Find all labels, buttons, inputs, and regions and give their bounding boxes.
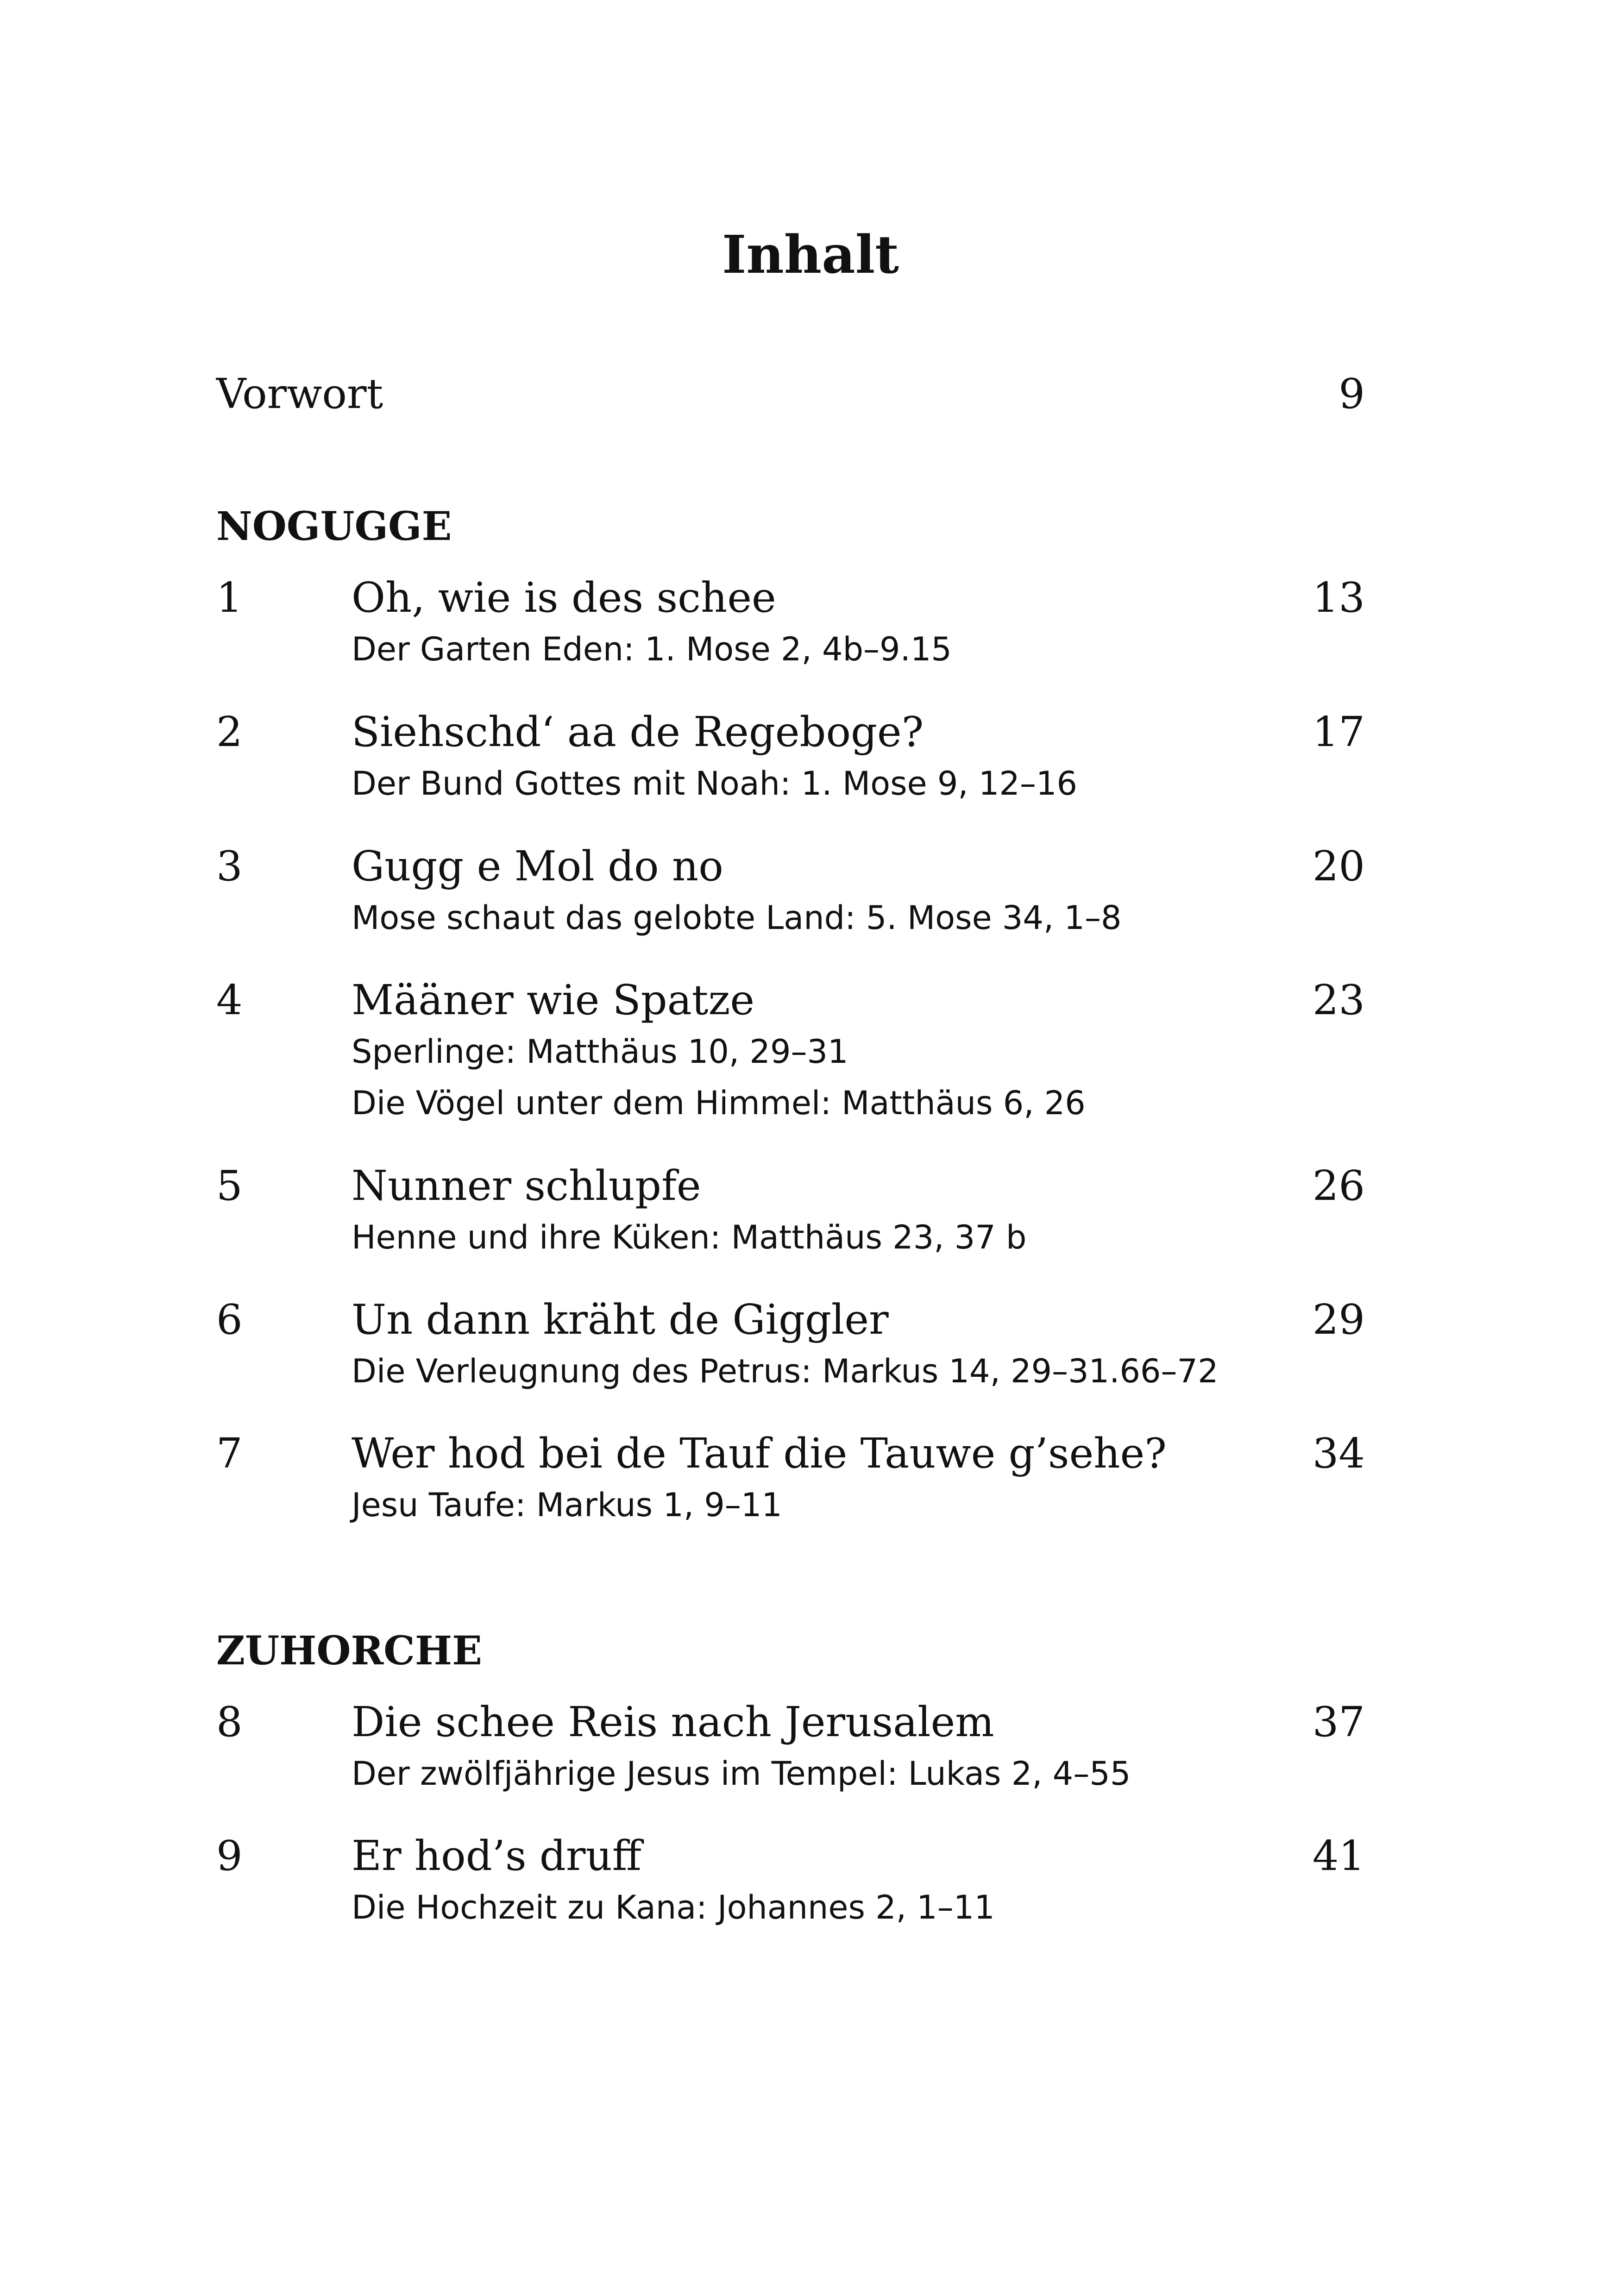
section-heading-zuhorche: ZUHORCHE	[216, 1628, 482, 1674]
page-title: Inhalt	[722, 225, 899, 285]
toc-entry[interactable]	[216, 706, 1365, 809]
toc-entry-page: 41	[1312, 1832, 1365, 1880]
toc-entry-title: Wer hod bei de Tauf die Tauwe g’sehe?	[352, 1429, 1167, 1477]
toc-entry-title: Gugg e Mol do no	[352, 842, 723, 890]
toc-entry-page: 13	[1312, 573, 1365, 621]
toc-entry-number: 3	[216, 842, 243, 890]
toc-entry-reference: Sperlinge: Matthäus 10, 29–31	[352, 1033, 848, 1071]
toc-entry-page: 20	[1312, 842, 1365, 890]
toc-entry-title: Siehschd‘ aa de Regeboge?	[352, 708, 924, 756]
toc-entry-reference: Der zwölfjährige Jesus im Tempel: Lukas 2, 4–55	[352, 1755, 1131, 1793]
toc-entry-number: 2	[216, 708, 243, 756]
toc-entry-reference: Die Vögel unter dem Himmel: Matthäus 6, 26	[352, 1084, 1086, 1122]
toc-entry[interactable]	[216, 572, 1365, 675]
toc-entry-number: 6	[216, 1295, 243, 1343]
toc-entry-reference: Henne und ihre Küken: Matthäus 23, 37 b	[352, 1218, 1027, 1256]
toc-entry-page: 26	[1312, 1161, 1365, 1210]
toc-entry[interactable]	[216, 1294, 1365, 1397]
toc-entry-number: 1	[216, 573, 243, 621]
toc-entry-page: 34	[1312, 1429, 1365, 1477]
toc-entry-title: Oh, wie is des schee	[352, 573, 776, 621]
toc-entry-reference: Die Verleugnung des Petrus: Markus 14, 29–31.66–72	[352, 1352, 1219, 1390]
toc-entry[interactable]	[216, 1160, 1365, 1263]
toc-entry-reference: Jesu Taufe: Markus 1, 9–11	[352, 1486, 782, 1524]
toc-entry-reference: Die Hochzeit zu Kana: Johannes 2, 1–11	[352, 1888, 995, 1926]
toc-entry-title: Nunner schlupfe	[352, 1161, 701, 1210]
toc-entry-page: 37	[1312, 1698, 1365, 1746]
toc-entry[interactable]	[216, 974, 1365, 1129]
toc-entry-reference: Mose schaut das gelobte Land: 5. Mose 34, 1–8	[352, 899, 1122, 937]
toc-entry-page: 29	[1312, 1295, 1365, 1343]
toc-entry-title: Die schee Reis nach Jerusalem	[352, 1698, 994, 1746]
toc-entry-title: Un dann kräht de Giggler	[352, 1295, 889, 1343]
toc-entry-title: Vorwort	[216, 370, 383, 418]
toc-entry-vorwort[interactable]	[216, 370, 1365, 417]
toc-entry-reference: Der Bund Gottes mit Noah: 1. Mose 9, 12–16	[352, 765, 1078, 803]
toc-entry-number: 5	[216, 1161, 243, 1210]
toc-entry[interactable]	[216, 1428, 1365, 1531]
toc-entry-title: Määner wie Spatze	[352, 976, 755, 1024]
toc-entry-number: 4	[216, 976, 243, 1024]
toc-entry-number: 7	[216, 1429, 243, 1477]
toc-entry-reference: Der Garten Eden: 1. Mose 2, 4b–9.15	[352, 630, 952, 668]
toc-entry[interactable]	[216, 841, 1365, 944]
toc-entry-title: Er hod’s druff	[352, 1832, 641, 1880]
toc-entry-page: 9	[1338, 370, 1365, 418]
section-heading-nogugge: NOGUGGE	[216, 503, 452, 550]
toc-entry-page: 23	[1312, 976, 1365, 1024]
toc-entry-number: 8	[216, 1698, 243, 1746]
toc-entry[interactable]	[216, 1696, 1365, 1800]
toc-entry[interactable]	[216, 1830, 1365, 1933]
toc-entry-number: 9	[216, 1832, 243, 1880]
toc-entry-page: 17	[1312, 708, 1365, 756]
